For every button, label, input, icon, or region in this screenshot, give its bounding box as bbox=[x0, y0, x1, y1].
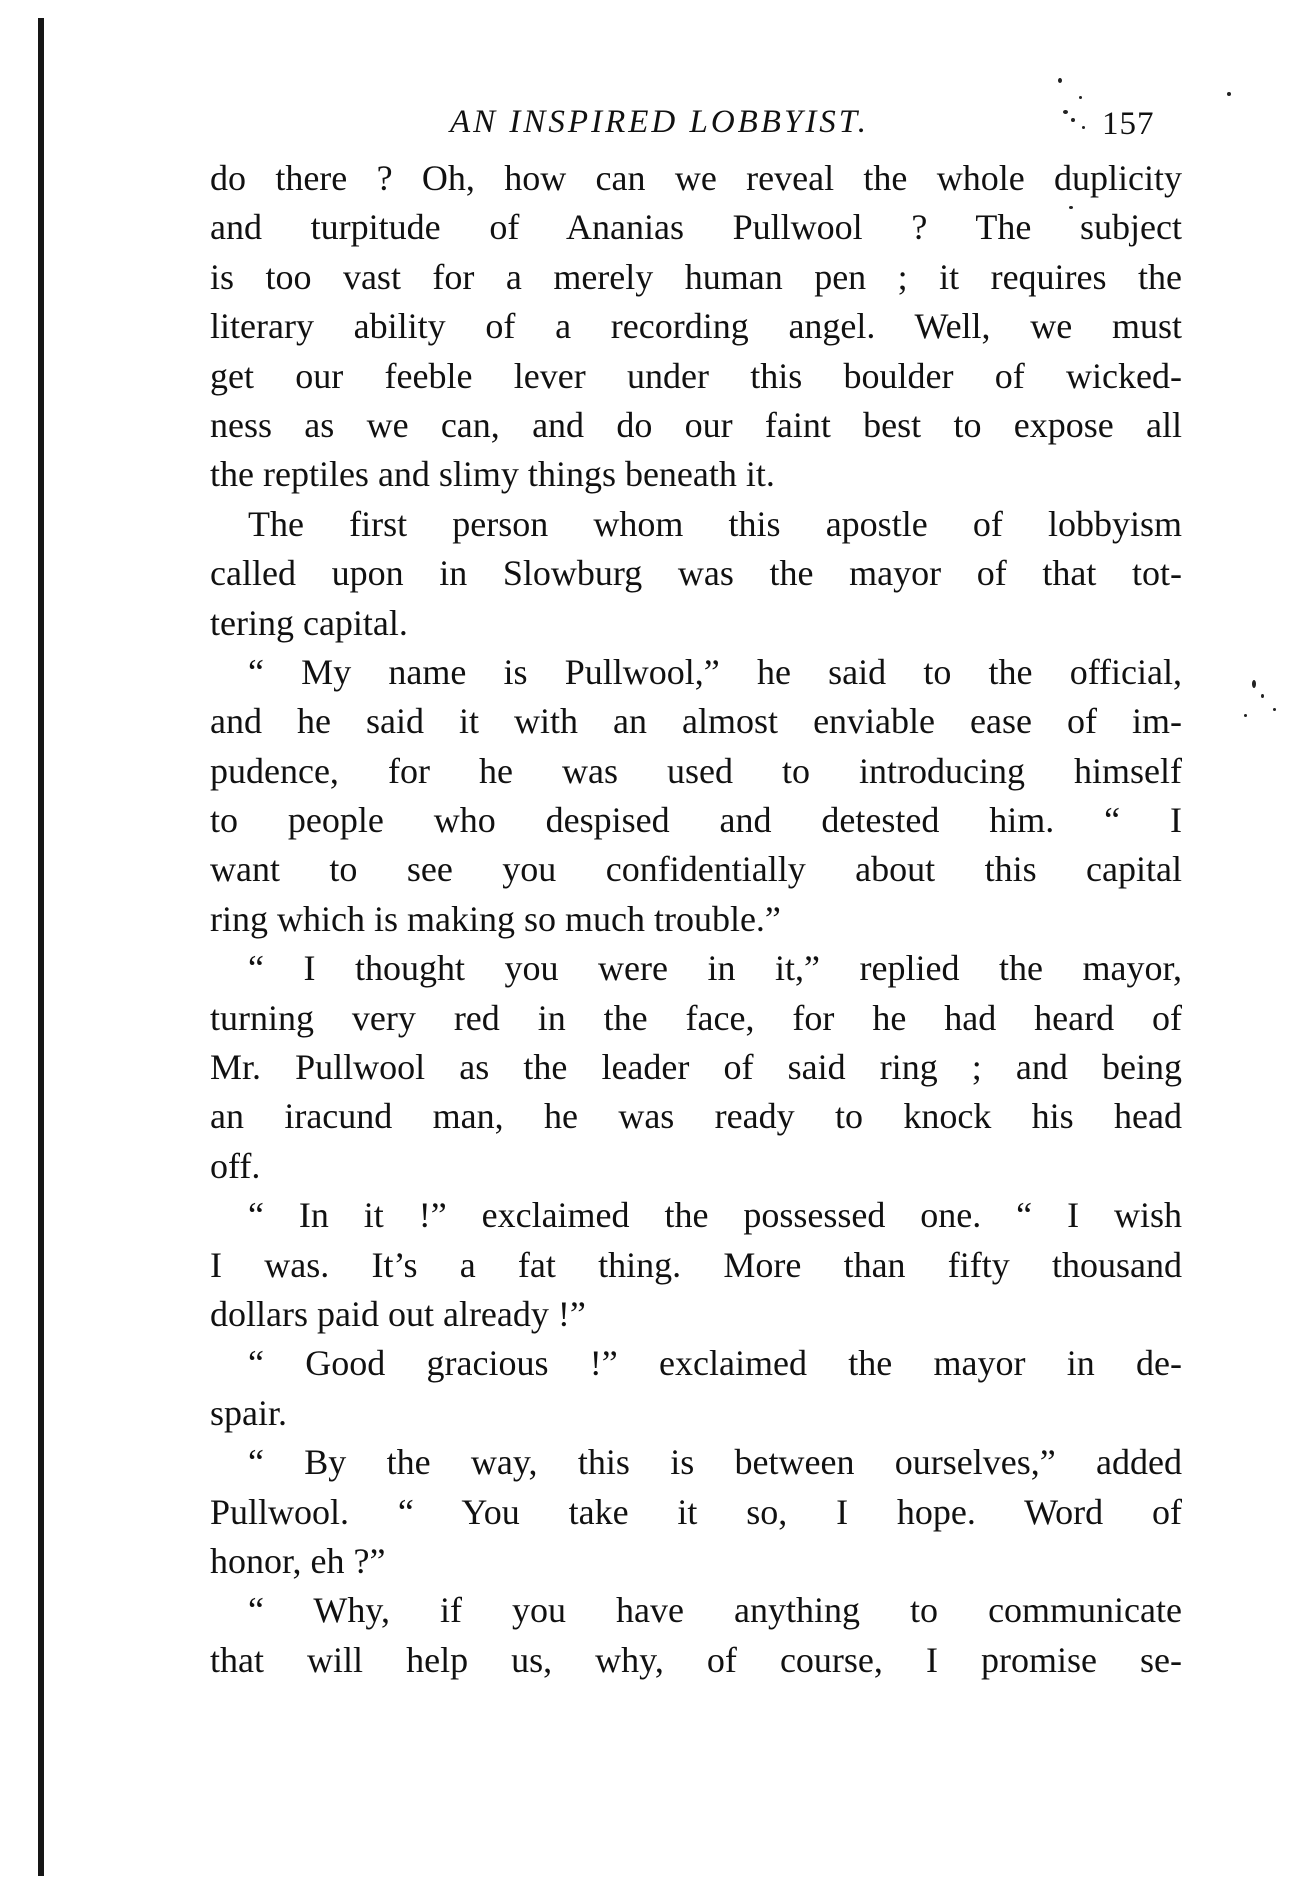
text-line: dollars paid out already !” bbox=[210, 1293, 586, 1334]
text-line: get our feeble lever under this boulder of wicked- bbox=[210, 355, 1182, 396]
body-text bbox=[210, 154, 1182, 1685]
text-line: is too vast for a merely human pen ; it requires the bbox=[210, 256, 1182, 297]
text-line: Mr. Pullwool as the leader of said ring ; and being bbox=[210, 1047, 1182, 1088]
text-line: “ In it !” exclaimed the possessed one. “ I wish bbox=[248, 1195, 1182, 1236]
text-line: “ Why, if you have anything to communicate bbox=[248, 1590, 1182, 1631]
text-line: I was. It’s a fat thing. More than fifty thousand bbox=[210, 1244, 1182, 1285]
text-line: pudence, for he was used to introducing himself bbox=[210, 750, 1182, 791]
text-line: an iracund man, he was ready to knock his head bbox=[210, 1096, 1182, 1137]
book-page bbox=[210, 96, 1182, 1685]
page-binding-edge bbox=[38, 18, 44, 1876]
running-head bbox=[210, 96, 1182, 154]
text-line: that will help us, why, of course, I promise se- bbox=[210, 1639, 1182, 1680]
text-line: the reptiles and slimy things beneath it. bbox=[210, 454, 775, 495]
text-line: tering capital. bbox=[210, 602, 408, 643]
text-line: “ I thought you were in it,” replied the mayor, bbox=[248, 948, 1182, 989]
text-line: honor, eh ?” bbox=[210, 1540, 386, 1581]
text-line: “ Good gracious !” exclaimed the mayor in de- bbox=[248, 1343, 1182, 1384]
text-line: The first person whom this apostle of lobbyism bbox=[248, 503, 1182, 544]
text-line: do there ? Oh, how can we reveal the whole duplicity bbox=[210, 158, 1182, 198]
text-line: Pullwool. “ You take it so, I hope. Word of bbox=[210, 1491, 1182, 1532]
text-line: want to see you confidentially about this capital bbox=[210, 849, 1182, 890]
text-line: to people who despised and detested him. “ I bbox=[210, 800, 1182, 841]
running-title: AN INSPIRED LOBBYIST. bbox=[450, 104, 869, 140]
text-line: literary ability of a recording angel. Well, we must bbox=[210, 306, 1182, 347]
text-line: and he said it with an almost enviable ease of im- bbox=[210, 701, 1182, 742]
text-line: ring which is making so much trouble.” bbox=[210, 898, 781, 939]
text-line: ness as we can, and do our faint best to expose all bbox=[210, 404, 1182, 445]
text-line: spair. bbox=[210, 1392, 287, 1433]
text-line: and turpitude of Ananias Pullwool ? The subject bbox=[210, 207, 1182, 248]
page-number: 157 bbox=[1102, 106, 1155, 142]
text-line: “ My name is Pullwool,” he said to the official, bbox=[248, 651, 1182, 692]
text-line: “ By the way, this is between ourselves,” added bbox=[248, 1442, 1182, 1483]
text-line: called upon in Slowburg was the mayor of that tot- bbox=[210, 553, 1182, 594]
text-line: off. bbox=[210, 1145, 261, 1186]
text-line: turning very red in the face, for he had heard of bbox=[210, 997, 1182, 1038]
